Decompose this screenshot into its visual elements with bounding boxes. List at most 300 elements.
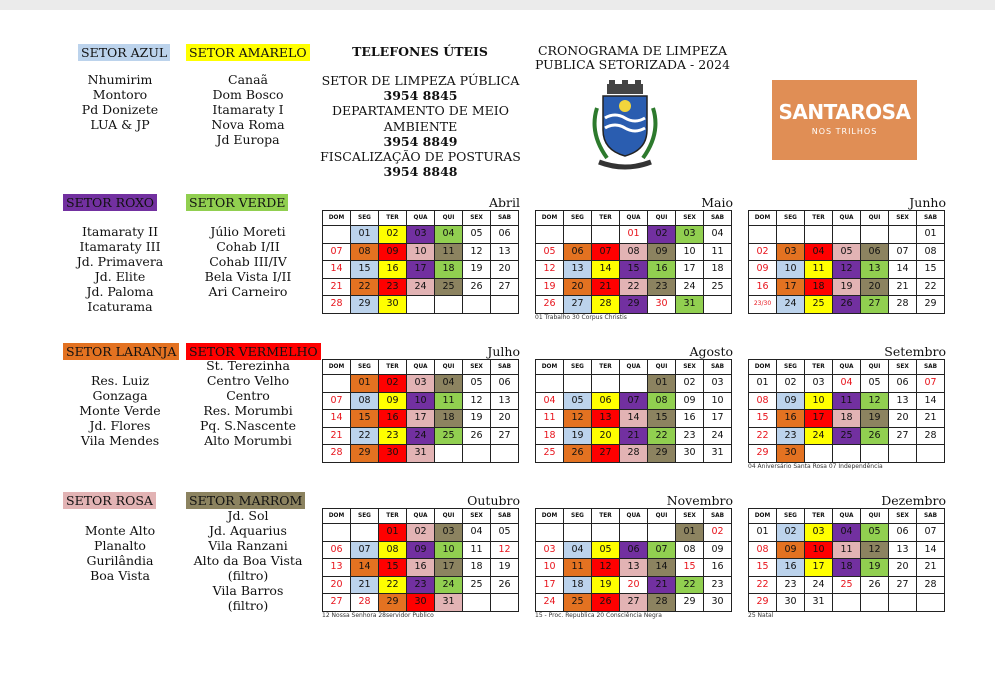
day-cell: 16 [407,559,435,577]
day-cell: 02 [777,524,805,542]
day-cell: 23 [407,576,435,594]
day-cell: 01 [379,524,407,542]
weekday-header: QUA [407,360,435,375]
month-abril [322,196,520,314]
month-title: Junho [909,195,946,210]
table-row [749,445,945,463]
month-novembro [535,494,733,619]
table-row [536,243,732,261]
day-cell: 01 [351,226,379,244]
day-cell: 18 [536,427,564,445]
weekday-header: SEG [351,211,379,226]
table-row [323,427,519,445]
day-cell: 24 [777,296,805,314]
weekday-header: DOM [536,360,564,375]
table-row [536,445,732,463]
table-row [536,541,732,559]
list-item: Itamaraty III [79,239,161,254]
day-cell: 13 [564,261,592,279]
day-cell: 01 [917,226,945,244]
day-cell: 12 [861,541,889,559]
day-cell [536,375,564,393]
table-row [323,226,519,244]
day-cell [833,594,861,612]
day-cell: 15 [351,261,379,279]
day-cell: 23 [648,278,676,296]
day-cell: 10 [676,243,704,261]
day-cell: 19 [564,427,592,445]
weekday-header: SEX [463,509,491,524]
day-cell: 19 [463,261,491,279]
table-row [749,559,945,577]
calendar-table [322,210,519,314]
weekday-header: DOM [749,211,777,226]
day-cell [491,594,519,612]
day-cell: 31 [676,296,704,314]
day-cell: 04 [564,541,592,559]
weekday-header: DOM [536,211,564,226]
day-cell: 07 [648,541,676,559]
day-cell: 18 [805,278,833,296]
day-cell: 09 [379,392,407,410]
day-cell: 27 [323,594,351,612]
setor-rosa-label: SETOR ROSA [63,492,156,509]
day-cell: 22 [749,576,777,594]
day-cell: 22 [620,278,648,296]
day-cell: 20 [889,410,917,428]
day-cell: 05 [536,243,564,261]
weekday-header: QUA [620,509,648,524]
day-cell: 13 [491,243,519,261]
weekday-header: SEX [889,360,917,375]
day-cell: 12 [536,261,564,279]
day-cell [435,296,463,314]
day-cell: 06 [861,243,889,261]
day-cell: 14 [323,261,351,279]
list-item: Bela Vista I/II [204,269,292,284]
table-row [536,410,732,428]
day-cell: 01 [749,524,777,542]
day-cell: 26 [564,445,592,463]
table-row [536,375,732,393]
day-cell: 26 [463,427,491,445]
day-cell: 22 [749,427,777,445]
day-cell: 03 [777,243,805,261]
day-cell: 11 [805,261,833,279]
day-cell: 30 [379,296,407,314]
list-item: Dom Bosco [212,87,284,102]
list-item: Gurilândia [86,553,154,568]
weekday-header: SEG [564,509,592,524]
month-title: Novembro [666,493,733,508]
day-cell: 20 [592,427,620,445]
day-cell: 28 [592,296,620,314]
table-row [536,261,732,279]
weekday-header: QUI [435,509,463,524]
month-title: Abril [489,195,520,210]
day-cell: 29 [749,594,777,612]
table-row [749,296,945,314]
day-cell: 04 [833,375,861,393]
day-cell: 13 [620,559,648,577]
santa-rosa-logo [772,80,917,160]
weekday-header: DOM [536,509,564,524]
phone-number[interactable]: 3954 8849 [383,133,458,149]
day-cell [777,226,805,244]
day-cell: 15 [351,410,379,428]
day-cell: 08 [620,243,648,261]
day-cell: 11 [536,410,564,428]
day-cell: 26 [592,594,620,612]
page [0,10,995,673]
setor-marrom-label: SETOR MARROM [186,492,305,509]
holiday-note: 01 Trabalho 30 Corpus Christis [535,313,627,321]
list-item: Vila Barros [212,583,284,598]
day-cell: 20 [491,261,519,279]
cronograma-line2: PUBLICA SETORIZADA - 2024 [534,57,731,72]
roxo-list [60,224,180,314]
table-row [749,594,945,612]
day-cell: 26 [833,296,861,314]
day-cell: 01 [620,226,648,244]
weekday-header: TER [805,360,833,375]
phone-number[interactable]: 3954 8845 [383,88,458,104]
day-cell [564,524,592,542]
table-row [749,576,945,594]
day-cell: 13 [889,392,917,410]
day-cell: 29 [351,296,379,314]
table-row [536,524,732,542]
day-cell: 16 [777,410,805,428]
day-cell: 24 [805,576,833,594]
weekday-header: TER [805,509,833,524]
day-cell: 29 [351,445,379,463]
day-cell: 05 [463,226,491,244]
day-cell: 21 [917,410,945,428]
day-cell [435,445,463,463]
day-cell: 27 [491,278,519,296]
table-row [749,261,945,279]
day-cell: 25 [833,427,861,445]
list-item: Nhumirim [87,72,153,87]
day-cell: 25 [704,278,732,296]
table-row [749,375,945,393]
table-row [323,278,519,296]
day-cell: 03 [407,375,435,393]
day-cell: 28 [648,594,676,612]
day-cell: 30 [777,594,805,612]
day-cell: 15 [379,559,407,577]
day-cell: 26 [861,427,889,445]
day-cell: 30 [379,445,407,463]
day-cell: 03 [805,524,833,542]
day-cell: 05 [564,392,592,410]
day-cell: 15 [648,410,676,428]
day-cell: 04 [463,524,491,542]
day-cell: 09 [704,541,732,559]
list-item: Monte Verde [79,403,161,418]
setor-roxo-label: SETOR ROXO [63,194,157,211]
weekday-header: DOM [323,509,351,524]
list-item: Alto da Boa Vista [193,553,303,568]
cronograma-title [520,44,745,72]
month-julho [322,345,520,463]
weekday-header: SEG [351,360,379,375]
weekday-header: SEG [564,360,592,375]
day-cell: 24 [704,427,732,445]
day-cell: 19 [536,278,564,296]
day-cell [323,524,351,542]
day-cell: 19 [833,278,861,296]
day-cell: 23 [704,576,732,594]
day-cell: 16 [749,278,777,296]
month-agosto [535,345,733,463]
list-item: Jd. Flores [89,418,151,433]
day-cell: 14 [917,392,945,410]
table-row [323,559,519,577]
weekday-header: SAB [917,360,945,375]
day-cell: 19 [463,410,491,428]
weekday-header: SAB [491,360,519,375]
phone-label: FISCALIZAÇÃO DE POSTURAS [320,149,521,165]
day-cell [805,445,833,463]
day-cell: 02 [379,226,407,244]
day-cell: 31 [704,445,732,463]
day-cell: 16 [777,559,805,577]
day-cell [889,445,917,463]
setor-laranja-label: SETOR LARANJA [63,343,179,360]
day-cell: 26 [861,576,889,594]
laranja-list [60,373,180,448]
vermelho-list [188,358,308,448]
day-cell: 19 [592,576,620,594]
day-cell: 03 [704,375,732,393]
day-cell [861,594,889,612]
day-cell: 11 [564,559,592,577]
list-item: (filtro) [227,568,269,583]
list-item: Gonzaga [92,388,148,403]
day-cell: 08 [676,541,704,559]
list-item: Canaã [228,72,268,87]
day-cell: 12 [592,559,620,577]
setor-amarelo-label: SETOR AMARELO [186,44,310,61]
month-title: Agosto [689,344,733,359]
day-cell: 04 [704,226,732,244]
day-cell: 28 [917,427,945,445]
table-row [536,427,732,445]
day-cell: 01 [351,375,379,393]
list-item: Cohab III/IV [209,254,287,269]
list-item: Jd. Elite [94,269,146,284]
day-cell: 21 [620,427,648,445]
table-row [323,375,519,393]
day-cell: 06 [889,524,917,542]
day-cell: 08 [379,541,407,559]
day-cell: 16 [648,261,676,279]
day-cell: 18 [435,261,463,279]
cronograma-line1: CRONOGRAMA DE LIMPEZA [537,43,728,58]
day-cell: 21 [592,278,620,296]
day-cell: 24 [407,427,435,445]
day-cell: 28 [917,576,945,594]
weekday-header: SEX [676,360,704,375]
day-cell: 05 [861,524,889,542]
weekday-header: TER [379,509,407,524]
list-item: Boa Vista [90,568,150,583]
day-cell: 04 [536,392,564,410]
table-row [749,278,945,296]
weekday-header: TER [379,360,407,375]
list-item: Icaturama [87,299,153,314]
day-cell: 05 [592,541,620,559]
day-cell [889,226,917,244]
day-cell [592,524,620,542]
day-cell: 15 [917,261,945,279]
day-cell: 06 [323,541,351,559]
weekday-header: QUI [861,360,889,375]
day-cell: 21 [323,427,351,445]
day-cell: 17 [805,559,833,577]
day-cell: 22 [351,278,379,296]
weekday-header: QUA [833,509,861,524]
day-cell [463,445,491,463]
calendar-table [748,210,945,314]
weekday-header: QUI [861,509,889,524]
calendar-table [322,359,519,463]
phone-label: SETOR DE LIMPEZA PÚBLICA [321,73,520,88]
weekday-header: TER [592,211,620,226]
day-cell [536,524,564,542]
list-item: (filtro) [227,598,269,613]
list-item: Res. Luiz [90,373,150,388]
day-cell: 21 [648,576,676,594]
calendar-table [535,359,732,463]
table-row [749,392,945,410]
day-cell: 10 [536,559,564,577]
day-cell: 25 [536,445,564,463]
month-dezembro [748,494,946,619]
day-cell: 20 [564,278,592,296]
day-cell [463,296,491,314]
day-cell: 07 [917,375,945,393]
day-cell [592,226,620,244]
month-title: Outubro [467,493,520,508]
day-cell: 26 [491,576,519,594]
day-cell: 19 [861,559,889,577]
day-cell: 20 [620,576,648,594]
table-row [323,541,519,559]
day-cell [564,226,592,244]
day-cell: 13 [861,261,889,279]
list-item: Pq. S.Nascente [199,418,297,433]
setor-verde-label: SETOR VERDE [186,194,288,211]
weekday-header: TER [592,360,620,375]
list-item: LUA & JP [90,117,150,132]
table-row [323,261,519,279]
day-cell: 21 [889,278,917,296]
phone-number[interactable]: 3954 8848 [383,164,458,180]
day-cell: 14 [889,261,917,279]
table-row [749,243,945,261]
table-row [323,445,519,463]
table-row [323,296,519,314]
day-cell: 01 [749,375,777,393]
calendar-table [322,508,519,612]
weekday-header: QUA [407,509,435,524]
table-row [536,594,732,612]
list-item: Res. Morumbi [203,403,293,418]
list-item: Itamaraty I [212,102,284,117]
day-cell: 30 [704,594,732,612]
table-row [536,559,732,577]
weekday-header: QUA [833,211,861,226]
day-cell: 23 [379,278,407,296]
weekday-header: DOM [749,360,777,375]
day-cell: 26 [536,296,564,314]
list-item: Jd. Aquarius [209,523,287,538]
day-cell: 07 [620,392,648,410]
day-cell: 16 [379,410,407,428]
day-cell: 05 [833,243,861,261]
list-item: Pd Donizete [81,102,159,117]
list-item: Itamaraty II [81,224,159,239]
day-cell: 15 [676,559,704,577]
day-cell: 07 [351,541,379,559]
day-cell: 08 [749,541,777,559]
day-cell: 20 [491,410,519,428]
day-cell: 25 [463,576,491,594]
day-cell: 16 [704,559,732,577]
day-cell: 29 [676,594,704,612]
day-cell [564,375,592,393]
table-row [323,392,519,410]
day-cell: 17 [536,576,564,594]
city-coat-of-arms-icon [585,78,665,174]
day-cell [592,375,620,393]
calendar-table [535,210,732,314]
holiday-note: 04 Aniversário Santa Rosa 07 Independência [748,462,883,470]
day-cell: 10 [805,392,833,410]
day-cell: 10 [435,541,463,559]
day-cell: 06 [620,541,648,559]
day-cell: 12 [564,410,592,428]
day-cell: 02 [749,243,777,261]
weekday-header: SEG [351,509,379,524]
logo-sub-text: NOS TRILHOS [811,127,878,136]
holiday-note: 25 Natal [748,611,774,619]
weekday-header: TER [592,509,620,524]
amarelo-list [188,72,308,147]
weekday-header: SEG [777,509,805,524]
table-row [323,576,519,594]
day-cell: 12 [833,261,861,279]
day-cell [323,226,351,244]
day-cell: 20 [889,559,917,577]
day-cell: 17 [435,559,463,577]
day-cell: 06 [564,243,592,261]
weekday-header: SAB [491,211,519,226]
day-cell [833,226,861,244]
day-cell: 14 [648,559,676,577]
weekday-header: SEG [564,211,592,226]
calendar-table [535,508,732,612]
list-item: Monte Alto [84,523,156,538]
weekday-header: QUI [435,211,463,226]
day-cell: 10 [704,392,732,410]
day-cell: 02 [676,375,704,393]
list-item: Júlio Moreti [210,224,286,239]
weekday-header: SAB [704,211,732,226]
